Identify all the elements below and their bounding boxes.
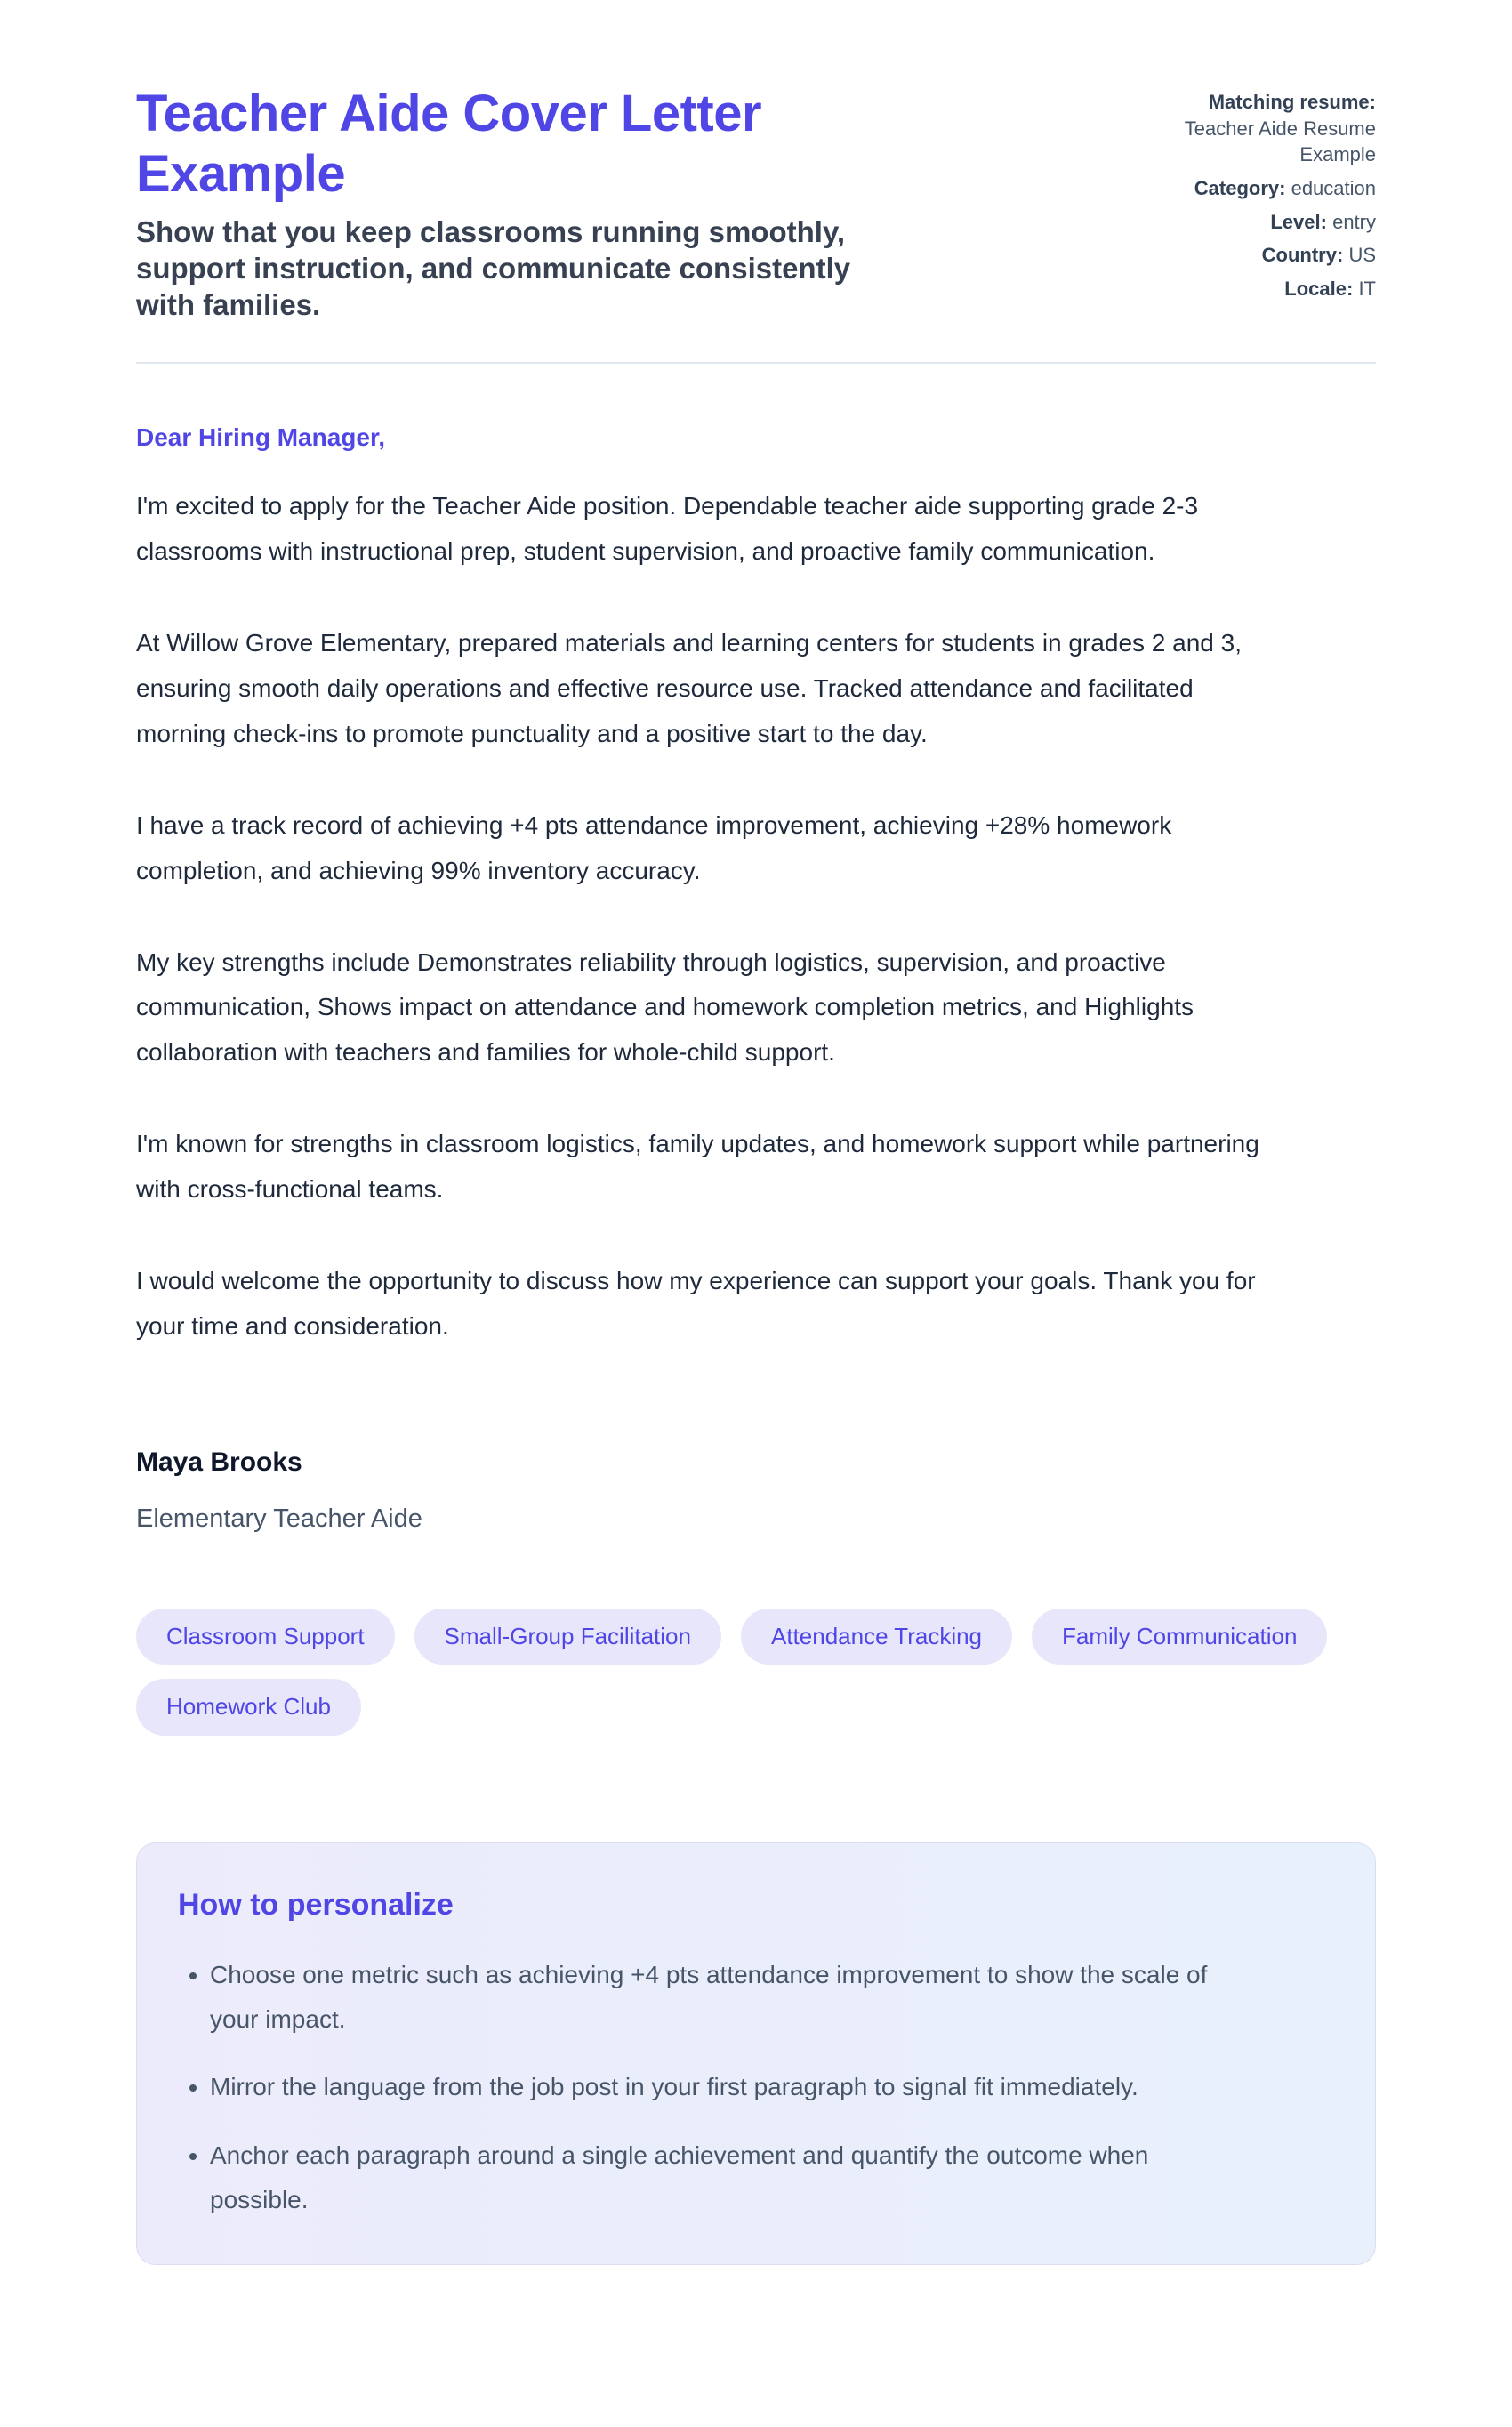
content-container: [136, 0, 1376, 2345]
salutation: Dear Hiring Manager,: [136, 423, 386, 452]
signature-name: Maya Brooks: [136, 1447, 302, 1478]
skill-tag-homework-club[interactable]: Homework Club: [136, 1679, 361, 1735]
header: [136, 84, 1376, 323]
header-title-block: [136, 84, 1136, 323]
meta-level-value: entry: [1332, 210, 1376, 233]
letter-paragraph-2: At Willow Grove Elementary, prepared materials and learning centers for students in grades 2 and 3, ensuring smooth daily operations and effective resource use. Tracked attendance and facilitated morning check-ins to promote punctuality and a positive start to the day.: [136, 628, 1242, 747]
personalize-tip-3: • Anchor each paragraph around a single achievement and quantify the outcome when possible.: [210, 2133, 1224, 2223]
meta-level-label: Level:: [1270, 210, 1327, 233]
divider: [136, 362, 1376, 364]
personalize-list: [178, 1953, 1334, 2223]
skill-tag-small-group-facilitation[interactable]: Small-Group Facilitation: [414, 1609, 721, 1665]
skill-tag-classroom-support[interactable]: Classroom Support: [136, 1609, 395, 1665]
personalize-tip-1: • Choose one metric such as achieving +4 pts attendance improvement to show the scale of your impact.: [210, 1953, 1224, 2043]
meta-row-locale: [1136, 276, 1376, 302]
signature-role: Elementary Teacher Aide: [136, 1504, 422, 1534]
meta-country-value: US: [1348, 244, 1376, 267]
signature-block: [136, 1447, 1376, 1534]
skill-tags: [136, 1609, 1376, 1735]
personalize-box: [136, 1842, 1376, 2265]
meta-country-label: Country:: [1261, 244, 1344, 267]
meta-locale-value: IT: [1358, 278, 1376, 301]
meta-panel: [1136, 84, 1376, 302]
letter-paragraph-3: I have a track record of achieving +4 pts attendance improvement, achieving +28% homework completion, and achieving 99% inventory accuracy.: [136, 810, 1172, 884]
meta-row-level: [1136, 209, 1376, 236]
meta-matching-resume: [1136, 89, 1376, 168]
matching-resume-label: Matching resume:: [1208, 91, 1376, 113]
letter-paragraph-1: I'm excited to apply for the Teacher Aide position. Dependable teacher aide supporting grade 2-3 classrooms with instructional prep, student supervision, and proactive family communication.: [136, 491, 1199, 565]
page-subtitle: Show that you keep classrooms running smoothly, support instruction, and communicate consistently with families.: [136, 214, 851, 322]
cover-letter-body: [136, 415, 1376, 1534]
personalize-tip-2: • Mirror the language from the job post in your first paragraph to signal fit immediately.: [210, 2065, 1224, 2109]
personalize-title: How to personalize: [178, 1887, 454, 1922]
meta-row-category: [1136, 175, 1376, 202]
matching-resume-value: Teacher Aide Resume Example: [1184, 117, 1376, 166]
letter-paragraph-6: I would welcome the opportunity to discuss how my experience can support your goals. Thank you for your time and consideration.: [136, 1267, 1256, 1341]
meta-row-country: [1136, 242, 1376, 269]
skill-tag-family-communication[interactable]: Family Communication: [1032, 1609, 1327, 1665]
letter-paragraph-5: I'm known for strengths in classroom logistics, family updates, and homework support while partnering with cross-functional teams.: [136, 1130, 1259, 1204]
meta-category-label: Category:: [1194, 177, 1286, 200]
meta-locale-label: Locale:: [1284, 278, 1354, 301]
letter-paragraph-4: My key strengths include Demonstrates reliability through logistics, supervision, and proactive communication, Shows impact on attendance and homework completion metrics, and Highlights collaboration with teachers and families for whole-child support.: [136, 947, 1194, 1067]
page-title: Teacher Aide Cover Letter Example: [136, 85, 762, 203]
meta-category-value: education: [1291, 177, 1376, 200]
skill-tag-attendance-tracking[interactable]: Attendance Tracking: [741, 1609, 1012, 1665]
